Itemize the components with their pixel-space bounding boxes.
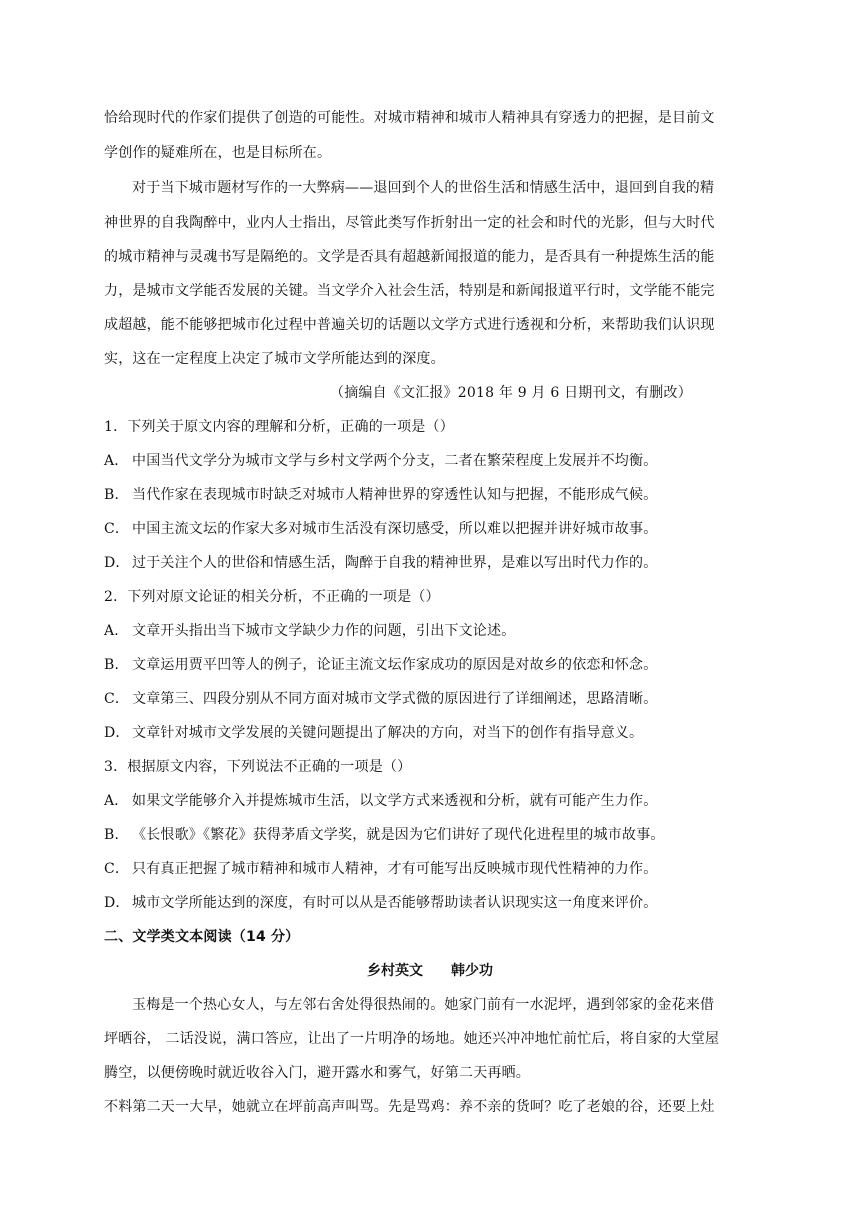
question-stem: 2．下列对原文论证的相关分析，不正确的一项是（）: [104, 589, 440, 605]
option-text: 文章针对城市文学发展的关键问题提出了解决的方向，对当下的创作有指导意义。: [132, 725, 644, 741]
option-b: [104, 825, 764, 845]
paragraph-line: 腾空，以便傍晚时就近收谷入门，避开露水和雾气，好第二天再晒。: [104, 1065, 530, 1081]
option-b: [104, 485, 764, 505]
option-text: 城市文学所能达到的深度，有时可以从是否能够帮助读者认识现实这一角度来评价。: [132, 895, 658, 911]
option-a: [104, 621, 764, 641]
paragraph-line: 神世界的自我陶醉中，业内人士指出，尽管此类写作折射出一定的社会和时代的光影，但与大时代: [104, 215, 715, 231]
option-tag: B．: [104, 827, 129, 843]
option-d: [104, 893, 764, 913]
option-tag: A．: [104, 623, 129, 639]
option-text: 中国当代文学分为城市文学与乡村文学两个分支，二者在繁荣程度上发展并不均衡。: [132, 453, 658, 469]
story-title: 乡村英文: [367, 963, 423, 979]
option-tag: A．: [104, 453, 129, 469]
paragraph-line: 学创作的疑难所在，也是目标所在。: [104, 145, 332, 161]
option-text: 文章运用贾平凹等人的例子，论证主流文坛作家成功的原因是对故乡的依恋和怀念。: [132, 657, 658, 673]
option-a: [104, 451, 764, 471]
option-text: 过于关注个人的世俗和情感生活，陶醉于自我的精神世界，是难以写出时代力作的。: [132, 555, 658, 571]
option-c: [104, 859, 764, 879]
option-tag: C．: [104, 691, 130, 707]
paragraph-line: 恰给现时代的作家们提供了创造的可能性。对城市精神和城市人精神具有穿透力的把握，是目前文: [104, 110, 715, 126]
option-tag: D．: [104, 725, 130, 741]
option-b: [104, 655, 764, 675]
paragraph-line: 实，这在一定程度上决定了城市文学所能达到的深度。: [104, 351, 445, 367]
option-tag: B．: [104, 657, 129, 673]
paragraph-line: 不料第二天一大早，她就立在坪前高声叫骂。先是骂鸡：养不亲的货呵？吃了老娘的谷，还要上灶: [104, 1099, 715, 1115]
paragraph-line: 成超越，能不能够把城市化过程中普遍关切的话题以文学方式进行透视和分析，来帮助我们认识现: [104, 317, 715, 333]
paragraph-line: 对于当下城市题材写作的一大弊病——退回到个人的世俗生活和情感生活中，退回到自我的精: [132, 180, 715, 196]
paragraph-line: 力，是城市文学能否发展的关键。当文学介入社会生活，特别是和新闻报道平行时，文学能不能完: [104, 283, 715, 299]
option-d: [104, 553, 764, 573]
section-heading: 二、文学类文本阅读（14 分）: [104, 929, 300, 945]
source-citation: （摘编自《文汇报》2018 年 9 月 6 日期刊文，有删改）: [330, 385, 692, 401]
option-text: 中国主流文坛的作家大多对城市生活没有深切感受，所以难以把握并讲好城市故事。: [132, 521, 658, 537]
paragraph-line: 坪晒谷， 二话没说，满口答应，让出了一片明净的场地。她还兴冲冲地忙前忙后，将自家的大堂屋: [104, 1031, 720, 1047]
option-tag: C．: [104, 861, 130, 877]
option-tag: B．: [104, 487, 129, 503]
option-text: 文章开头指出当下城市文学缺少力作的问题，引出下文论述。: [132, 623, 516, 639]
option-text: 只有真正把握了城市精神和城市人精神，才有可能写出反映城市现代性精神的力作。: [132, 861, 658, 877]
story-author: 韩少功: [451, 963, 493, 979]
question-stem: 3．根据原文内容，下列说法不正确的一项是（）: [104, 759, 412, 775]
paragraph-line: 玉梅是一个热心女人，与左邻右舍处得很热闹的。她家门前有一水泥坪，遇到邻家的金花来借: [132, 997, 715, 1013]
option-tag: C．: [104, 521, 130, 537]
story-title-line: [0, 961, 860, 981]
option-tag: A．: [104, 793, 129, 809]
question-stem: 1．下列关于原文内容的理解和分析，正确的一项是（）: [104, 419, 454, 435]
option-d: [104, 723, 764, 743]
option-text: 如果文学能够介入并提炼城市生活，以文学方式来透视和分析，就有可能产生力作。: [132, 793, 658, 809]
option-text: 当代作家在表现城市时缺乏对城市人精神世界的穿透性认知与把握，不能形成气候。: [132, 487, 658, 503]
option-a: [104, 791, 764, 811]
option-text: 《长恨歌》《繁花》获得茅盾文学奖，就是因为它们讲好了现代化进程里的城市故事。: [132, 827, 665, 843]
option-c: [104, 689, 764, 709]
paragraph-line: 的城市精神与灵魂书写是隔绝的。文学是否具有超越新闻报道的能力，是否具有一种提炼生活的能: [104, 249, 715, 265]
option-tag: D．: [104, 555, 130, 571]
option-c: [104, 519, 764, 539]
option-tag: D．: [104, 895, 130, 911]
option-text: 文章第三、四段分别从不同方面对城市文学式微的原因进行了详细阐述，思路清晰。: [132, 691, 658, 707]
